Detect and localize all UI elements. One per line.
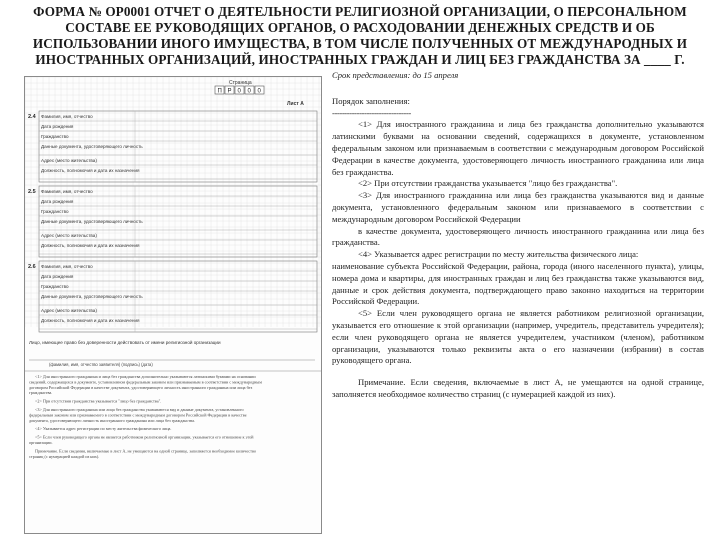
row-label: Дата рождения xyxy=(41,274,74,279)
note-5: <5> Если член руководящего органа не является работником религиозной организации, указывается его отношение к этой организации (например, учредитель, представитель учредителя); если член руководящего органа не является учредителем, участником (членом), работником организации, указываются только реквизиты акта о его назначении (избрании) в состав руководящего органа. xyxy=(332,308,704,366)
page-code-char: П xyxy=(217,88,222,95)
sign-line: Лицо, имеющее право без доверенности действовать от имени религиозной организации xyxy=(29,340,221,345)
separator-line: -------------------------------- xyxy=(332,107,411,118)
row-label: Должность, полномочия и дата их назначения xyxy=(41,243,140,248)
form-sheet-drawing xyxy=(25,77,321,533)
row-label: Гражданство xyxy=(41,134,69,139)
block-number: 2.4 xyxy=(28,114,36,120)
page-code-char: Р xyxy=(227,88,232,95)
remark: Примечание. Если сведения, включаемые в лист А, не умещаются на одной странице, заполняется необходимое количество страниц (с нумерацией каждой из них). xyxy=(332,377,704,399)
row-label: Должность, полномочия и дата их назначения xyxy=(41,168,140,173)
row-label: Гражданство xyxy=(41,284,69,289)
footnote: <5> Если член руководящего органа не является работником религиозной организации, указывается его отношение к этой организации. xyxy=(29,434,254,445)
row-label: Адрес (место жительства) xyxy=(41,308,97,313)
page-code-char: 0 xyxy=(237,88,241,95)
note-4-continued: наименование субъекта Российской Федерации, района, города (иного населенного пункта), улицы, номера дома и квартиры, для иностранных граждан и лиц без гражданства также указываются вид, данные и срок действия документа, подтверждающего право законно находиться на территории Российской Федерации. xyxy=(332,260,704,307)
sign-caption: (фамилия, имя, отчество заявителя) (подпись) (дата) xyxy=(49,362,153,367)
form-sheet-image xyxy=(24,76,322,534)
row-label: Данные документа, удостоверяющего личность xyxy=(41,144,143,149)
footnote: <4> Указывается адрес регистрации по месту жительства физического лица. xyxy=(35,426,172,432)
page-code-char: 0 xyxy=(257,88,261,95)
row-label: Адрес (место жительства) xyxy=(41,233,97,238)
note-1: <1> Для иностранного гражданина и лица без гражданства дополнительно указываются латинскими буквами на основании сведений, содержащихся в документе, установленном федеральным законом или признаваемым в соответствии с международным договором Российской Федерации в качестве документа, удостоверяющего личность иностранного гражданина или лица без гражданства. xyxy=(332,119,704,177)
row-label: Данные документа, удостоверяющего личность xyxy=(41,294,143,299)
note-2: <2> При отсутствии гражданства указывается "лицо без гражданства". xyxy=(358,178,618,189)
footnote: Примечание. Если сведения, включаемые в лист А, не умещаются на одной странице, заполняется необходимое количество страниц (с нумерацией каждой из них). xyxy=(29,448,257,459)
block-number: 2.6 xyxy=(28,264,36,270)
row-label: Дата рождения xyxy=(41,124,74,129)
row-label: Фамилия, имя, отчество xyxy=(41,264,93,269)
filling-instructions xyxy=(332,70,704,401)
note-3-continued: в качестве документа, удостоверяющего личность иностранного гражданина или лица без гражданства. xyxy=(332,225,704,248)
note-3: <3> Для иностранного гражданина или лица без гражданства указываются вид и данные документа, установленного федеральным законом или признаваемого в соответствии с международным договором Российской Федерации xyxy=(332,190,704,224)
row-label: Данные документа, удостоверяющего личность xyxy=(41,219,143,224)
note-4: <4> Указывается адрес регистрации по месту жительства физического лица: xyxy=(358,249,639,260)
footnote: <3> Для иностранного гражданина или лица без гражданства указываются вид и данные документа, установленного федеральным законом или признаваемого в соответствии с международным договором Российской Федерации в качестве документа, удостоверяющего личность иностранного гражданина или лица без гражданства. xyxy=(29,407,247,423)
order-title: Порядок заполнения: xyxy=(332,95,410,106)
page-code-char: 0 xyxy=(247,88,251,95)
row-label: Фамилия, имя, отчество xyxy=(41,114,93,119)
footnote: <1> Для иностранного гражданина и лица без гражданства дополнительно указываются латинскими буквами на основании сведений, содержащихся в документе, установленном федеральным законом или признаваемым в соответствии с международным договором Российской Федерации в качестве документа, удостоверяющего личность иностранного гражданина или лица без гражданства. xyxy=(29,374,262,396)
row-label: Должность, полномочия и дата их назначения xyxy=(41,318,140,323)
row-label: Гражданство xyxy=(41,209,69,214)
row-label: Фамилия, имя, отчество xyxy=(41,189,93,194)
block-number: 2.5 xyxy=(28,189,36,195)
deadline-text: Срок представления: до 15 апреля xyxy=(332,70,459,80)
row-label: Дата рождения xyxy=(41,199,74,204)
page-title: ФОРМА № ОР0001 ОТЧЕТ О ДЕЯТЕЛЬНОСТИ РЕЛИГИОЗНОЙ ОРГАНИЗАЦИИ, О ПЕРСОНАЛЬНОМ СОСТАВЕ ЕЕ РУКОВОДЯЩИХ ОРГАНОВ, О РАСХОДОВАНИИ ДЕНЕЖНЫХ СРЕДСТВ И ОБ ИСПОЛЬЗОВАНИИ ИНОГО ИМУЩЕСТВА, В ТОМ ЧИСЛЕ ПОЛУЧЕННЫХ ОТ МЕЖДУНАРОДНЫХ И ИНОСТРАННЫХ ОРГАНИЗАЦИЙ, ИНОСТРАННЫХ ГРАЖДАН И ЛИЦ БЕЗ ГРАЖДАНСТВА ЗА ____ Г. xyxy=(32,4,688,67)
footnote: <2> При отсутствии гражданства указывается "лицо без гражданства". xyxy=(35,398,162,404)
row-label: Адрес (место жительства) xyxy=(41,158,97,163)
sheet-label: Лист А xyxy=(287,101,304,107)
page-label: Страница xyxy=(229,80,252,86)
